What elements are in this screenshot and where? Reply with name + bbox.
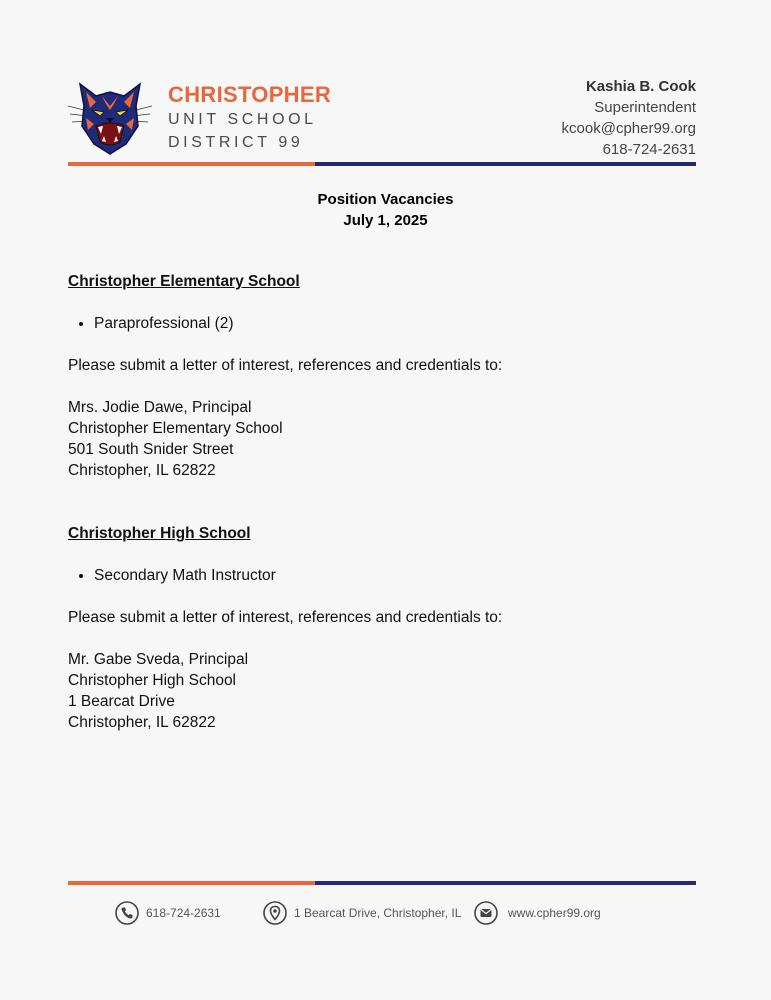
footer bbox=[0, 901, 771, 927]
address-line: 501 South Snider Street bbox=[68, 441, 234, 458]
submission-instruction: Please submit a letter of interest, references and credentials to: bbox=[68, 357, 503, 374]
position-list bbox=[68, 313, 502, 334]
section-heading: Christopher High School bbox=[68, 525, 251, 542]
footer-website bbox=[474, 901, 601, 925]
address-line: 1 Bearcat Drive bbox=[68, 693, 175, 710]
position-item: • Paraprofessional (2) bbox=[94, 313, 502, 334]
footer-divider bbox=[68, 881, 696, 885]
title-text: Position Vacancies bbox=[317, 191, 454, 208]
address-line: Christopher Elementary School bbox=[68, 420, 283, 437]
address-line: Mr. Gabe Sveda, Principal bbox=[68, 651, 249, 668]
school-name-line2: UNIT SCHOOL bbox=[168, 111, 317, 128]
section-heading: Christopher Elementary School bbox=[68, 273, 300, 290]
phone-icon bbox=[115, 901, 139, 925]
header-divider bbox=[68, 162, 696, 166]
address-line: Christopher, IL 62822 bbox=[68, 462, 216, 479]
position-list bbox=[68, 565, 502, 586]
contact-role: Superintendent bbox=[594, 99, 696, 116]
superintendent-contact bbox=[562, 76, 696, 160]
address-line: Christopher High School bbox=[68, 672, 237, 689]
title-date: July 1, 2025 bbox=[343, 212, 428, 229]
footer-website-text[interactable]: www.cpher99.org bbox=[508, 906, 601, 920]
footer-phone-text: 618-724-2631 bbox=[146, 906, 221, 920]
footer-address-text: 1 Bearcat Drive, Christopher, IL bbox=[294, 906, 462, 920]
submission-instruction: Please submit a letter of interest, references and credentials to: bbox=[68, 609, 503, 626]
footer-phone bbox=[115, 901, 221, 925]
position-item: • Secondary Math Instructor bbox=[94, 565, 502, 586]
address-line: Mrs. Jodie Dawe, Principal bbox=[68, 399, 252, 416]
district-wordmark bbox=[168, 82, 331, 154]
footer-address bbox=[263, 901, 461, 925]
document-title bbox=[0, 189, 771, 231]
contact-name: Kashia B. Cook bbox=[585, 78, 696, 95]
contact-phone: 618-724-2631 bbox=[602, 141, 696, 158]
contact-email[interactable]: kcook@cpher99.org bbox=[561, 120, 696, 137]
mail-icon bbox=[474, 901, 498, 925]
bearcat-logo bbox=[68, 78, 152, 158]
address-line: Christopher, IL 62822 bbox=[68, 714, 216, 731]
location-pin-icon bbox=[263, 901, 287, 925]
document-body bbox=[68, 271, 502, 733]
school-name-line1: CHRISTOPHER bbox=[168, 82, 332, 107]
school-name-line3: DISTRICT 99 bbox=[168, 134, 304, 151]
